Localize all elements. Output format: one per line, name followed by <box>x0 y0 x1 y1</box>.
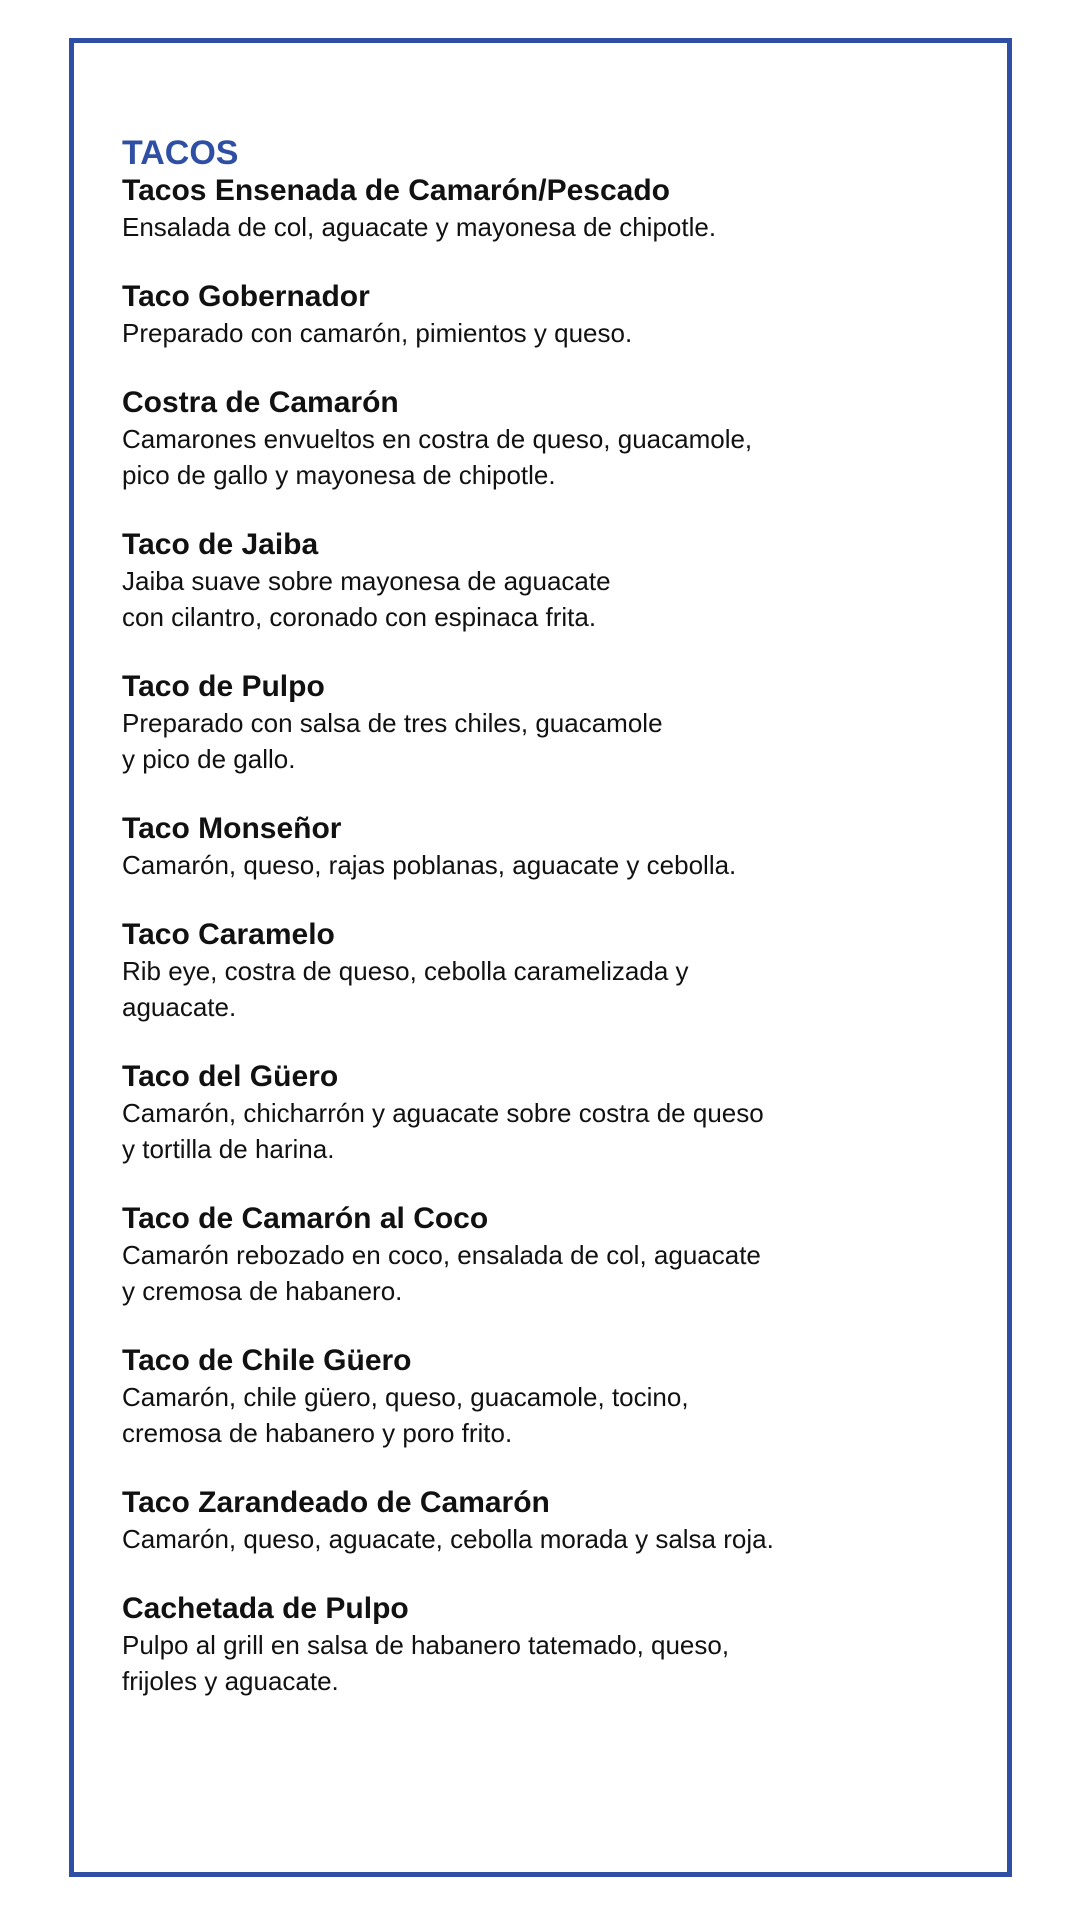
menu-item <box>122 1201 922 1309</box>
item-description: Rib eye, costra de queso, cebolla caramelizada y aguacate. <box>122 956 689 1023</box>
item-description: Camarones envueltos en costra de queso, guacamole, pico de gallo y mayonesa de chipotle. <box>122 424 753 491</box>
item-description: Camarón, chicharrón y aguacate sobre costra de queso y tortilla de harina. <box>122 1098 764 1165</box>
item-name: Cachetada de Pulpo <box>122 1592 409 1626</box>
item-description: Jaiba suave sobre mayonesa de aguacate con cilantro, coronado con espinaca frita. <box>122 566 611 633</box>
item-description: Camarón rebozado en coco, ensalada de col, aguacate y cremosa de habanero. <box>122 1240 761 1307</box>
section-title: TACOS <box>122 134 239 172</box>
item-name: Taco del Güero <box>122 1060 339 1094</box>
item-description: Camarón, queso, rajas poblanas, aguacate y cebolla. <box>122 850 737 881</box>
item-name: Taco Monseñor <box>122 812 342 846</box>
item-name: Taco de Jaiba <box>122 528 319 562</box>
item-name: Taco Caramelo <box>122 918 335 952</box>
item-description: Ensalada de col, aguacate y mayonesa de chipotle. <box>122 212 717 243</box>
item-description: Pulpo al grill en salsa de habanero tatemado, queso, frijoles y aguacate. <box>122 1630 730 1697</box>
item-name: Taco Zarandeado de Camarón <box>122 1486 550 1520</box>
item-description: Preparado con salsa de tres chiles, guacamole y pico de gallo. <box>122 708 663 775</box>
menu-item <box>122 669 922 777</box>
menu-item <box>122 173 922 245</box>
item-name: Costra de Camarón <box>122 386 399 420</box>
item-description: Camarón, queso, aguacate, cebolla morada y salsa roja. <box>122 1524 774 1555</box>
menu-list <box>122 173 922 1699</box>
item-description: Camarón, chile güero, queso, guacamole, tocino, cremosa de habanero y poro frito. <box>122 1382 689 1449</box>
menu-item <box>122 917 922 1025</box>
menu-item <box>122 1591 922 1699</box>
item-name: Taco de Pulpo <box>122 670 325 704</box>
item-name: Taco de Chile Güero <box>122 1344 412 1378</box>
menu-item <box>122 1343 922 1451</box>
menu-item <box>122 1485 922 1557</box>
item-description: Preparado con camarón, pimientos y queso. <box>122 318 633 349</box>
menu-content <box>122 134 922 1733</box>
menu-item <box>122 279 922 351</box>
item-name: Taco de Camarón al Coco <box>122 1202 489 1236</box>
menu-item <box>122 385 922 493</box>
menu-item <box>122 527 922 635</box>
menu-item <box>122 1059 922 1167</box>
item-name: Tacos Ensenada de Camarón/Pescado <box>122 174 670 208</box>
menu-item <box>122 811 922 883</box>
item-name: Taco Gobernador <box>122 280 370 314</box>
